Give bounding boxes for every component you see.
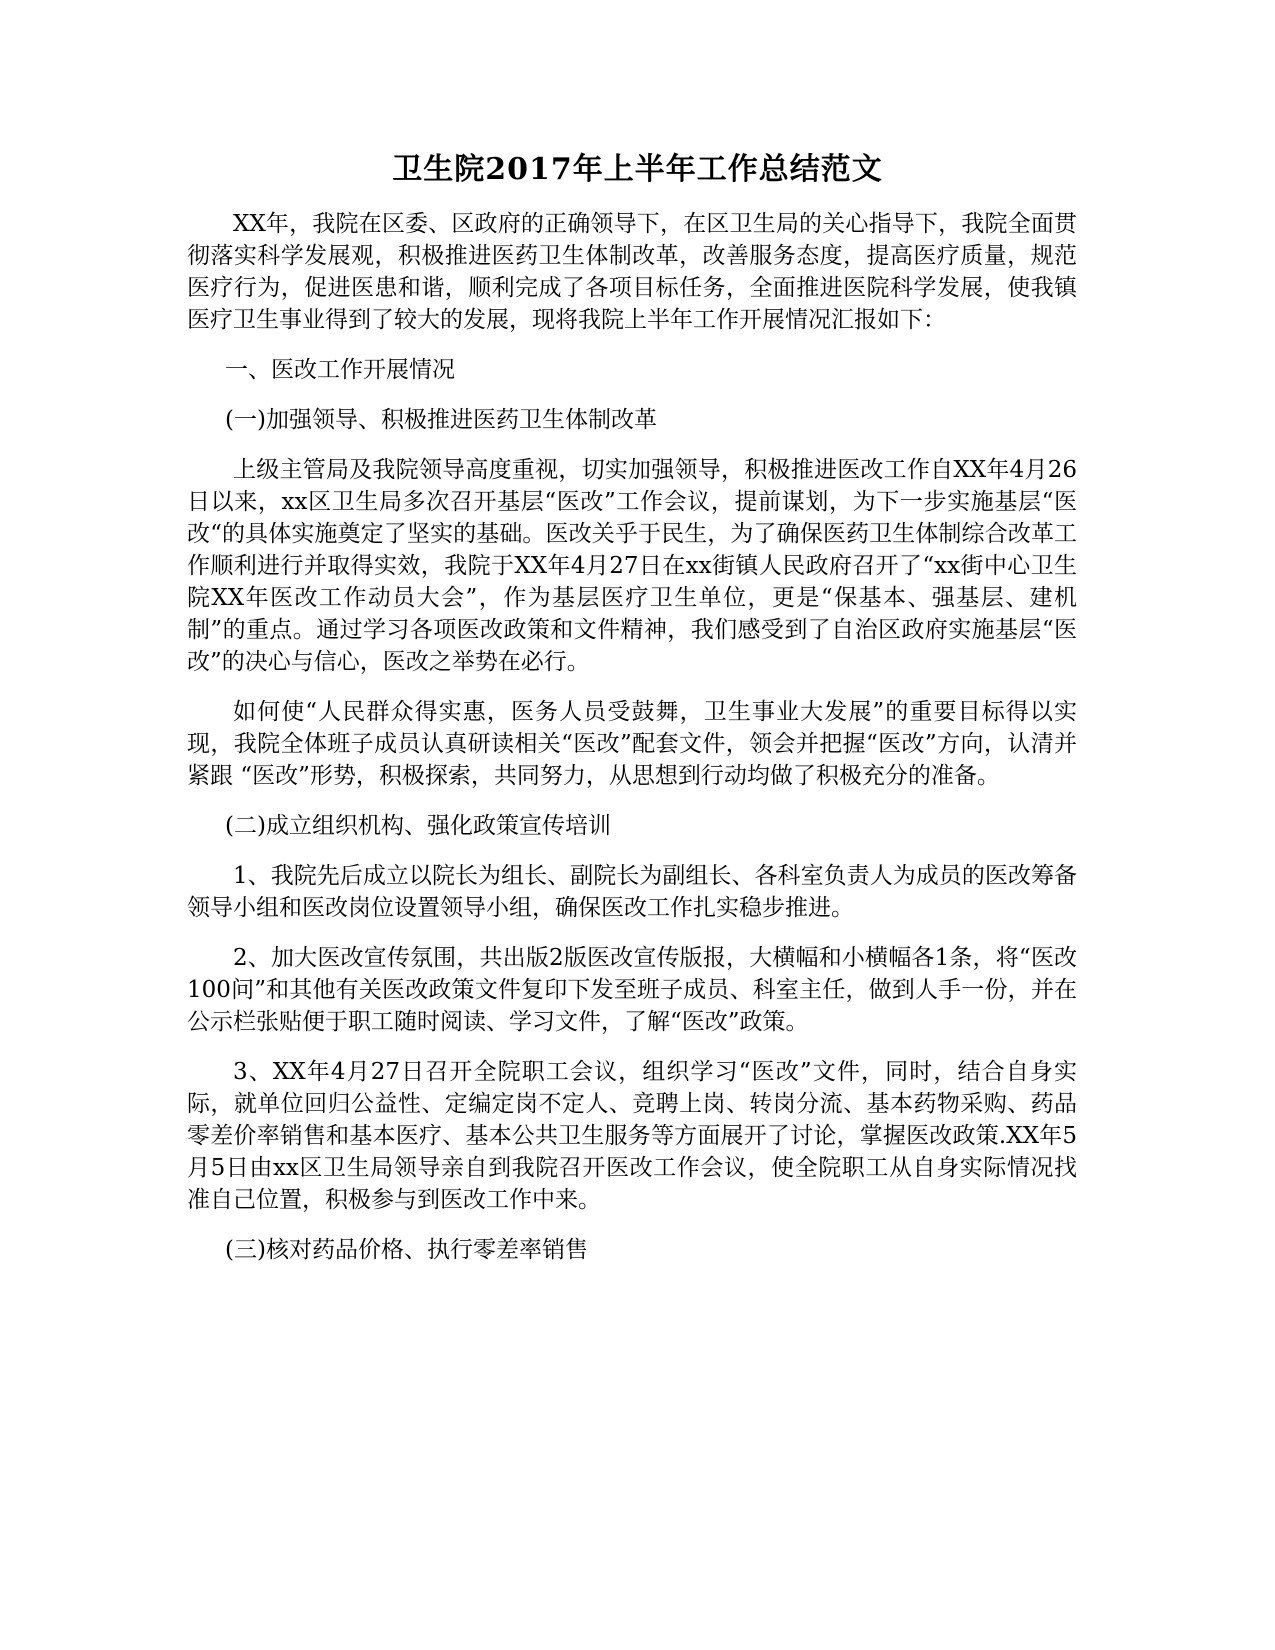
subsection-heading-3: (三)核对药品价格、执行零差率销售 [225, 1237, 588, 1263]
document-body [187, 208, 1077, 1284]
paragraph-intro: XX年，我院在区委、区政府的正确领导下，在区卫生局的关心指导下，我院全面贯彻落实科学发展观，积极推进医药卫生体制改革，改善服务态度，提高医疗质量，规范医疗行为，促进医患和谐，顺利完成了各项目标任务，全面推进医院科学发展，使我镇医疗卫生事业得到了较大的发展，现将我院上半年工作开展情况汇报如下： [187, 211, 1077, 333]
list-item: 1、我院先后成立以院长为组长、副院长为副组长、各科室负责人为成员的医改筹备领导小组和医改岗位设置领导小组，确保医改工作扎实稳步推进。 [187, 863, 1077, 921]
list-item: 3、XX年4月27日召开全院职工会议，组织学习“医改”文件，同时，结合自身实际，就单位回归公益性、定编定岗不定人、竞聘上岗、转岗分流、基本药物采购、药品零差价率销售和基本医疗、基本公共卫生服务等方面展开了讨论，掌握医改政策.XX年5月5日由xx区卫生局领导亲自到我院召开医改工作会议，使全院职工从自身实际情况找准自己位置，积极参与到医改工作中来。 [187, 1059, 1077, 1213]
paragraph: 如何使“人民群众得实惠，医务人员受鼓舞，卫生事业大发展”的重要目标得以实现，我院全体班子成员认真研读相关“医改”配套文件，领会并把握“医改”方向，认清并紧跟 “医改”形势，积极探索，共同努力，从思想到行动均做了积极充分的准备。 [187, 699, 1077, 789]
document-title: 卫生院2017年上半年工作总结范文 [392, 152, 883, 187]
subsection-heading-1: (一)加强领导、积极推进医药卫生体制改革 [225, 407, 657, 433]
list-item: 2、加大医改宣传氛围，共出版2版医改宣传版报，大横幅和小横幅各1条，将“医改100问”和其他有关医改政策文件复印下发至班子成员、科室主任，做到人手一份，并在公示栏张贴便于职工随时阅读、学习文件，了解“医改”政策。 [187, 945, 1077, 1035]
subsection-heading-2: (二)成立组织机构、强化政策宣传培训 [225, 813, 611, 839]
paragraph: 上级主管局及我院领导高度重视，切实加强领导，积极推进医改工作自XX年4月26日以来，xx区卫生局多次召开基层“医改”工作会议，提前谋划，为下一步实施基层“医改“的具体实施奠定了坚实的基础。医改关乎于民生，为了确保医药卫生体制综合改革工作顺利进行并取得实效，我院于XX年4月27日在xx街镇人民政府召开了“xx街中心卫生院XX年医改工作动员大会”，作为基层医疗卫生单位，更是“保基本、强基层、建机制”的重点。通过学习各项医改政策和文件精神，我们感受到了自治区政府实施基层“医改”的决心与信心，医改之举势在必行。 [187, 457, 1077, 675]
section-heading-1: 一、医改工作开展情况 [225, 357, 455, 383]
